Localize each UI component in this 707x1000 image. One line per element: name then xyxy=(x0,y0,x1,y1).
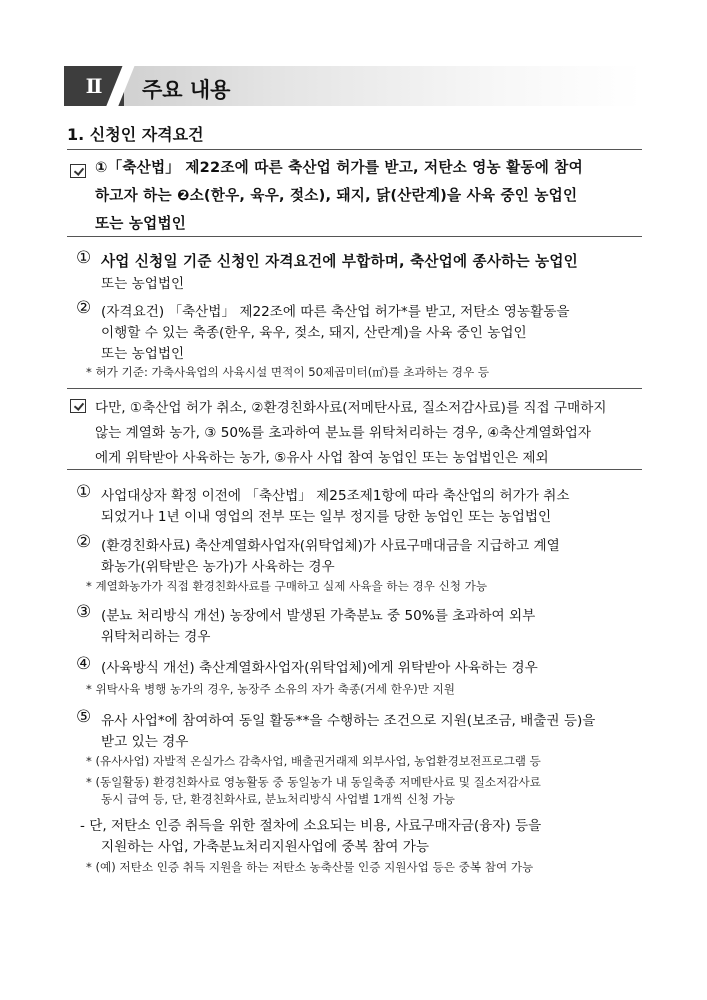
dash-item-line-1: - 단, 저탄소 인증 취득을 위한 절차에 소요되는 비용, 사료구매자금(융자) 등을 xyxy=(80,818,542,834)
box1-line-2: 하고자 하는 ❷소(한우, 육우, 젖소), 돼지, 닭(산란계)을 사육 중인 농업인 xyxy=(95,187,578,204)
box2-line-3: 에게 위탁받아 사육하는 농가, ⑤유사 사업 참여 농업인 또는 농업법인은 제외 xyxy=(95,450,549,466)
footnote: * 계열화농가가 직접 환경친화사료를 구매하고 실제 사육을 하는 경우 신청 가능 xyxy=(86,579,488,593)
item-number: ④ xyxy=(76,654,92,674)
req-2-line-1: (자격요건) 「축산법」 제22조에 따른 축산업 허가*를 받고, 저탄소 영농활동을 xyxy=(101,304,570,320)
box1-line-3: 또는 농업법인 xyxy=(95,215,187,232)
footnote: * 위탁사육 병행 농가의 경우, 농장주 소유의 자가 축종(거세 한우)만 지원 xyxy=(86,682,455,696)
box1-bottom-rule xyxy=(67,236,642,237)
excl-1-line-1: 사업대상자 확정 이전에 「축산법」 제25조제1항에 따라 축산업의 허가가 취소 xyxy=(101,488,570,504)
box2-bottom-rule xyxy=(67,469,642,470)
excl-2-line-1: (환경친화사료) 축산계열화사업자(위탁업체)가 사료구매대금을 지급하고 계열 xyxy=(101,538,560,554)
item-number: ① xyxy=(76,482,92,502)
req-1-line-2: 또는 농업법인 xyxy=(101,276,185,292)
box2-line-2: 않는 계열화 농가, ③ 50%를 초과하여 분뇨를 위탁처리하는 경우, ④축산계열화업자 xyxy=(95,425,592,441)
box2-line-1: 다만, ①축산업 허가 취소, ②환경친화사료(저메탄사료, 질소저감사료)를 직접 구매하지 xyxy=(95,400,607,416)
section-number-badge: Ⅱ xyxy=(64,66,124,106)
req-2-line-3: 또는 농업법인 xyxy=(101,346,185,362)
req-2-line-2: 이행할 수 있는 축종(한우, 육우, 젖소, 돼지, 산란계)을 사육 중인 농업인 xyxy=(101,325,527,341)
footnote: * (동일활동) 환경친화사료 영농활동 중 동일농가 내 동일축종 저메탄사료 및 질소저감사료 xyxy=(86,775,541,789)
excl-5-line-1: 유사 사업*에 참여하여 동일 활동**을 수행하는 조건으로 지원(보조금, 배출권 등)을 xyxy=(101,713,596,729)
footnote-continued: 동시 급여 등, 단, 환경친화사료, 분뇨처리방식 사업별 1개씩 신청 가능 xyxy=(101,792,455,806)
excl-3-line-2: 위탁처리하는 경우 xyxy=(101,629,211,645)
footnote: * (예) 저탄소 인증 취득 지원을 하는 저탄소 농축산물 인증 지원사업 등은 중복 참여 가능 xyxy=(86,860,534,874)
item-number: ② xyxy=(76,532,92,552)
footnote: * 허가 기준: 가축사육업의 사육시설 면적이 50제곱미터(㎡)를 초과하는 경우 등 xyxy=(86,365,490,379)
box2-top-rule xyxy=(67,388,642,389)
excl-5-line-2: 받고 있는 경우 xyxy=(101,734,189,750)
excl-4-line-1: (사육방식 개선) 축산계열화사업자(위탁업체)에게 위탁받아 사육하는 경우 xyxy=(101,660,538,676)
excl-3-line-1: (분뇨 처리방식 개선) 농장에서 발생된 가축분뇨 중 50%를 초과하여 외부 xyxy=(101,608,536,624)
footnote: * (유사사업) 자발적 온실가스 감축사업, 배출권거래제 외부사업, 농업환경보전프로그램 등 xyxy=(86,754,541,768)
item-number: ③ xyxy=(76,602,92,622)
box1-line-1: ①「축산법」 제22조에 따른 축산업 허가를 받고, 저탄소 영농 활동에 참여 xyxy=(95,159,583,176)
section-title: 주요 내용 xyxy=(142,78,231,102)
item-number: ⑤ xyxy=(76,707,92,727)
excl-2-line-2: 화농가(위탁받은 농가)가 사육하는 경우 xyxy=(101,559,335,575)
item-number: ① xyxy=(76,248,92,268)
excl-1-line-2: 되었거나 1년 이내 영업의 전부 또는 일부 정지를 당한 농업인 또는 농업법인 xyxy=(101,509,552,525)
req-1-line-1: 사업 신청일 기준 신청인 자격요건에 부합하며, 축산업에 종사하는 농업인 xyxy=(101,253,578,270)
dash-item-line-2: 지원하는 사업, 가축분뇨처리지원사업에 중복 참여 가능 xyxy=(101,839,429,855)
check-box-icon xyxy=(70,399,86,413)
check-box-icon xyxy=(70,164,86,178)
item-number: ② xyxy=(76,298,92,318)
box1-top-rule xyxy=(67,149,642,150)
subsection-title: 1. 신청인 자격요건 xyxy=(67,125,204,144)
